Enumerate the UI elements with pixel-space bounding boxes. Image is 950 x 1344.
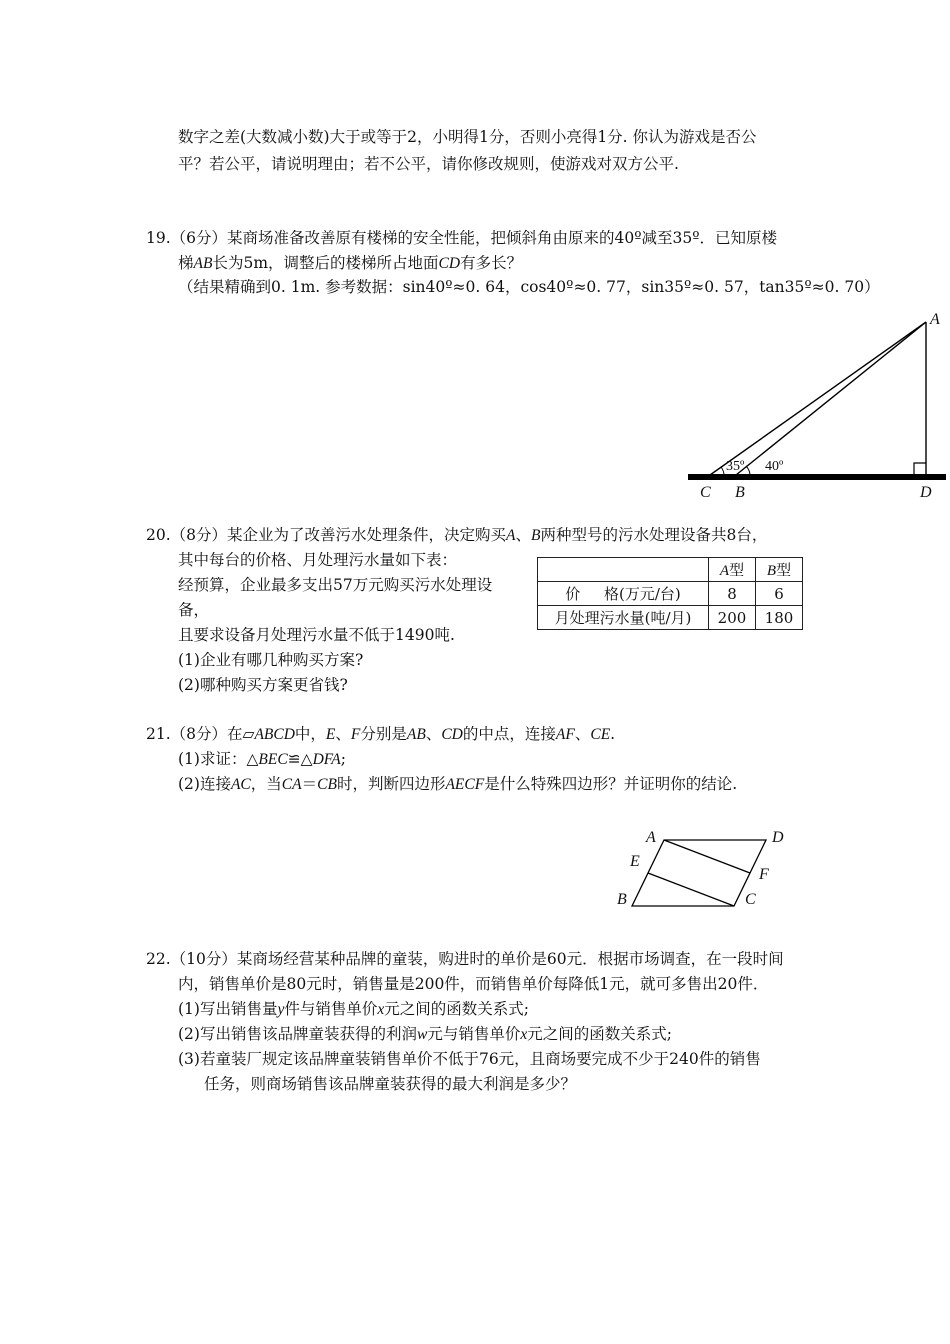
table-cell: 8 bbox=[709, 582, 756, 606]
q21-var: AF bbox=[555, 726, 575, 743]
q21-text: (1)求证：△ bbox=[178, 750, 259, 768]
header-text: 型 bbox=[729, 561, 745, 579]
q21-text: (2)连接 bbox=[178, 775, 231, 793]
q22-text: 元与销售单价 bbox=[427, 1025, 521, 1043]
table-header-a bbox=[709, 558, 756, 582]
q20-line-7: (2)哪种购买方案更省钱? bbox=[178, 676, 348, 694]
q21-line-2 bbox=[178, 749, 346, 770]
header-var: A bbox=[719, 563, 730, 579]
header-var: B bbox=[766, 563, 777, 579]
table-row bbox=[538, 582, 803, 606]
p18-line-1: 数字之差(大数减小数)大于或等于2，小明得1分，否则小亮得1分. 你认为游戏是否公 bbox=[178, 128, 757, 146]
table-row bbox=[538, 558, 803, 582]
table-header-b bbox=[756, 558, 803, 582]
q20-line-6: (1)企业有哪几种购买方案? bbox=[178, 651, 364, 669]
stair-ac bbox=[710, 322, 926, 475]
label-c: C bbox=[700, 484, 711, 501]
q19-var-cd: CD bbox=[438, 255, 461, 272]
q21-text: ＝ bbox=[301, 775, 318, 793]
q22-line-6: 任务，则商场销售该品牌童装获得的最大利润是多少？ bbox=[204, 1075, 577, 1093]
label-b: B bbox=[735, 484, 745, 501]
q19-var-ab: AB bbox=[193, 255, 213, 272]
q19-line-3: （结果精确到0. 1m. 参考数据：sin40º≈0. 64，cos40º≈0. 77，sin35º≈0. 57，tan35º≈0. 70） bbox=[178, 278, 880, 296]
q20-var-b: B bbox=[531, 527, 541, 544]
equipment-table bbox=[537, 557, 803, 630]
angle-35-label: 35º bbox=[726, 459, 745, 474]
q21-text: 21.（8分）在▱ bbox=[146, 725, 255, 743]
q21-text: ，当 bbox=[250, 775, 282, 793]
q21-var: CA bbox=[281, 776, 302, 793]
header-text: 型 bbox=[776, 561, 792, 579]
q22-line-1: 22.（10分）某商场经营某种品牌的童装，购进时的单价是60元．根据市场调查，在一段时间 bbox=[146, 950, 784, 968]
q22-line-4 bbox=[178, 1024, 672, 1045]
q21-text: ≌△ bbox=[287, 750, 313, 768]
label-a: A bbox=[930, 311, 940, 328]
q20-line-5: 且要求设备月处理污水量不低于1490吨. bbox=[178, 626, 455, 644]
angle-arc-40 bbox=[746, 466, 750, 475]
table-row bbox=[538, 606, 803, 630]
q21-var: CD bbox=[441, 726, 463, 743]
q22-text: 件与销售单价 bbox=[284, 1000, 378, 1018]
label-c: C bbox=[745, 891, 756, 908]
angle-40-label: 40º bbox=[765, 459, 784, 474]
q19-line-1: 19.（6分）某商场准备改善原有楼梯的安全性能，把倾斜角由原来的40º减至35º．已知原楼 bbox=[146, 229, 778, 247]
q21-line-3 bbox=[178, 774, 737, 795]
q20-text: 20.（8分）某企业为了改善污水处理条件，决定购买 bbox=[146, 526, 507, 544]
q21-var: DFA bbox=[312, 751, 341, 768]
p18-line-2: 平？若公平，请说明理由；若不公平，请你修改规则，使游戏对双方公平. bbox=[178, 155, 679, 173]
q20-line-4: 备， bbox=[178, 601, 210, 619]
q21-var: F bbox=[350, 726, 361, 743]
segment-af bbox=[664, 840, 750, 873]
q21-text: 是什么特殊四边形？并证明你的结论. bbox=[484, 775, 738, 793]
q22-text: 元之间的函数关系式; bbox=[384, 1000, 529, 1018]
table-row-label: 月处理污水量(吨/月) bbox=[538, 606, 709, 630]
q21-text: 、 bbox=[335, 725, 351, 743]
q20-var-a: A bbox=[506, 527, 516, 544]
q22-line-3 bbox=[178, 999, 529, 1020]
q20-line-3: 经预算，企业最多支出57万元购买污水处理设 bbox=[178, 576, 493, 594]
q22-line-5: (3)若童装厂规定该品牌童装销售单价不低于76元，且商场要完成不少于240件的销售 bbox=[178, 1050, 761, 1068]
q20-text: 、 bbox=[515, 526, 531, 544]
q21-var: BEC bbox=[258, 751, 288, 768]
angle-arc-35 bbox=[721, 467, 724, 475]
q19-text: 有多长？ bbox=[460, 254, 523, 272]
q22-var-x: x bbox=[520, 1026, 528, 1043]
q21-var: AC bbox=[230, 776, 251, 793]
label-e: E bbox=[630, 853, 640, 870]
q21-var: AECF bbox=[445, 776, 485, 793]
q21-text: 时，判断四边形 bbox=[336, 775, 446, 793]
q19-text: 梯 bbox=[178, 254, 194, 272]
q22-var-w: w bbox=[416, 1026, 428, 1043]
q21-text: 中， bbox=[294, 725, 326, 743]
q22-text: 元之间的函数关系式; bbox=[527, 1025, 672, 1043]
q21-text: ; bbox=[340, 750, 346, 768]
q21-text: 分别是 bbox=[360, 725, 407, 743]
label-b: B bbox=[617, 891, 627, 908]
segment-ce bbox=[648, 873, 734, 906]
q19-line-2 bbox=[178, 253, 522, 274]
q21-var: CB bbox=[317, 776, 337, 793]
q20-line-1 bbox=[146, 525, 767, 546]
table-cell: 6 bbox=[756, 582, 803, 606]
table-row-label: 价 格(万元/台) bbox=[538, 582, 709, 606]
q22-text: (1)写出销售量 bbox=[178, 1000, 278, 1018]
parallelogram-diagram bbox=[620, 830, 780, 920]
table-cell: 200 bbox=[709, 606, 756, 630]
q22-text: (2)写出销售该品牌童装获得的利润 bbox=[178, 1025, 417, 1043]
q21-text: 、 bbox=[425, 725, 442, 743]
q21-var: CE bbox=[590, 726, 611, 743]
q22-var-y: y bbox=[277, 1001, 285, 1018]
stair-ab bbox=[736, 322, 926, 475]
label-f: F bbox=[759, 866, 769, 883]
table-cell: 180 bbox=[756, 606, 803, 630]
label-d: D bbox=[920, 484, 932, 501]
q21-text: . bbox=[610, 725, 616, 743]
q21-var: E bbox=[325, 726, 336, 743]
q20-text: 两种型号的污水处理设备共8台， bbox=[540, 526, 768, 544]
right-angle-mark bbox=[914, 463, 926, 475]
q22-line-2: 内，销售单价是80元时，销售量是200件，而销售单价每降低1元，就可多售出20件． bbox=[178, 975, 769, 993]
label-a: A bbox=[646, 829, 656, 846]
q20-line-2: 其中每台的价格、月处理污水量如下表： bbox=[178, 551, 458, 569]
q21-line-1 bbox=[146, 724, 615, 745]
q21-text: 、 bbox=[574, 725, 591, 743]
q21-var: AB bbox=[406, 726, 426, 743]
label-d: D bbox=[772, 829, 784, 846]
q19-text: 长为5m，调整后的楼梯所占地面 bbox=[212, 254, 439, 272]
q22-var-x: x bbox=[377, 1001, 385, 1018]
q21-text: 的中点，连接 bbox=[462, 725, 556, 743]
q21-var: ABCD bbox=[254, 726, 295, 743]
table-cell-empty bbox=[538, 558, 709, 582]
staircase-diagram bbox=[680, 310, 950, 510]
